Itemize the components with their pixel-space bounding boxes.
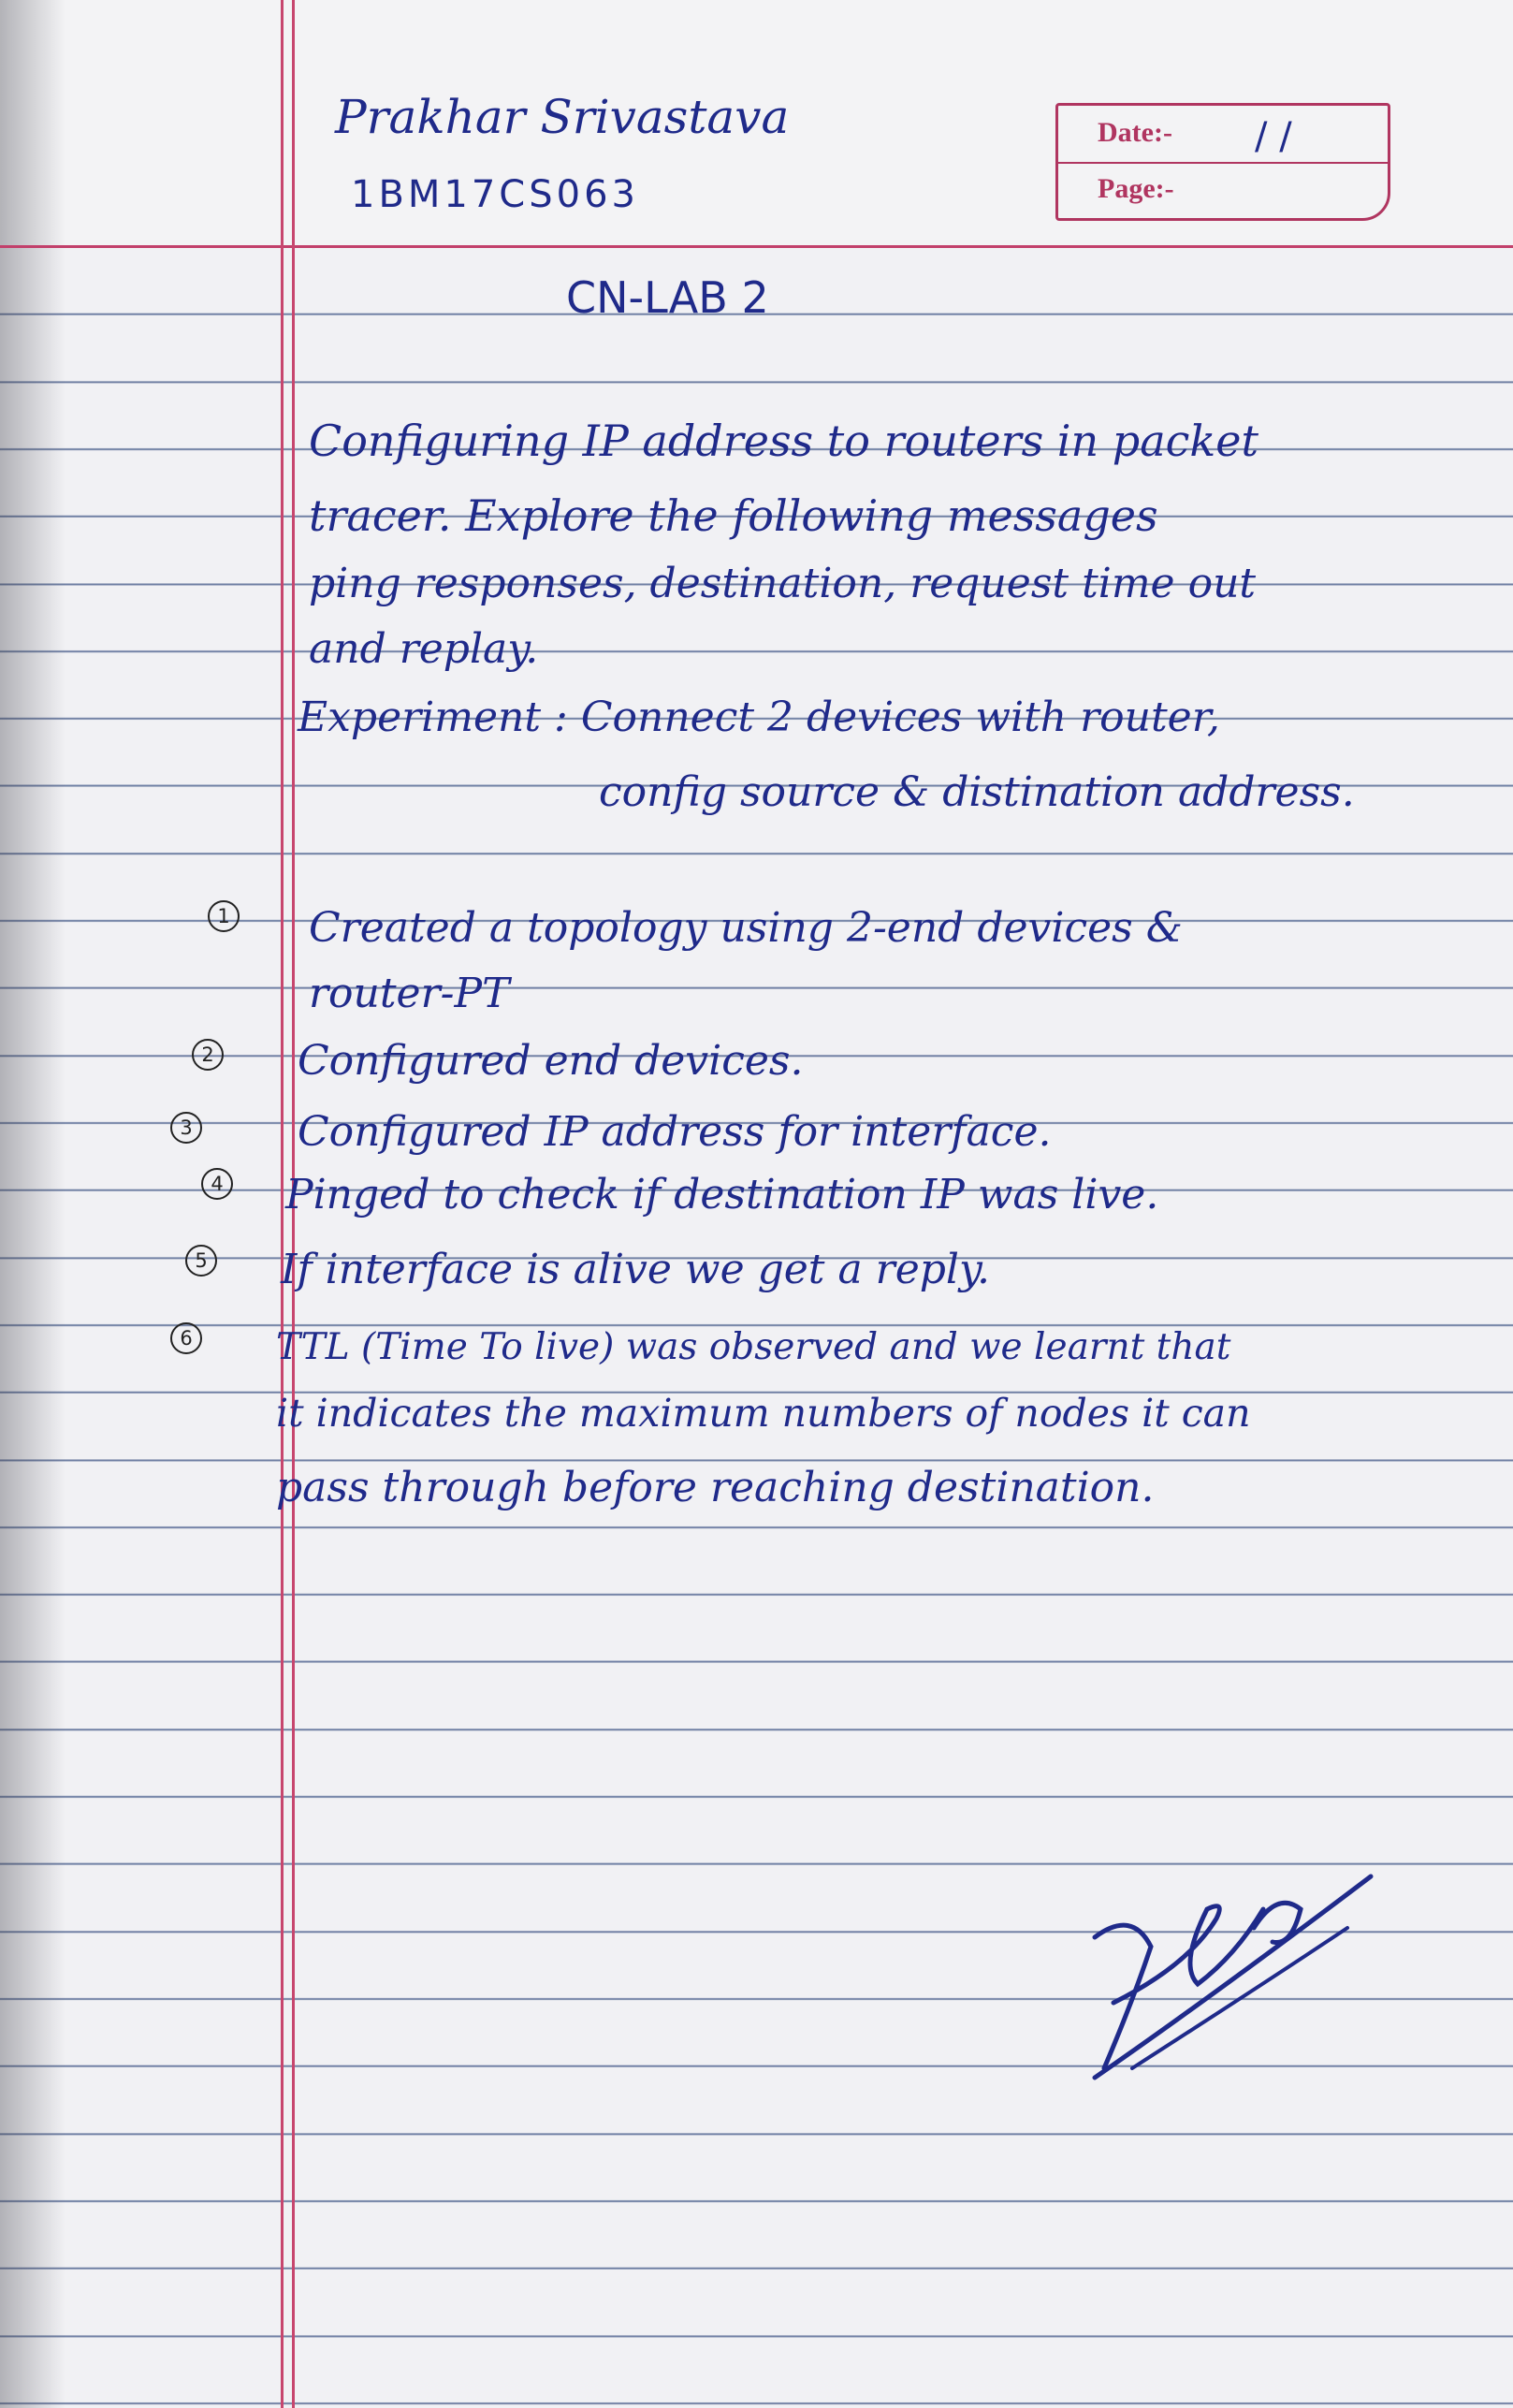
- aim-line: Configuring IP address to routers in packet: [309, 416, 1258, 466]
- experiment-line: Experiment : Connect 2 devices with router,: [298, 693, 1220, 741]
- step-text: router-PT: [309, 970, 510, 1017]
- header-rule: [0, 245, 1513, 248]
- step-text: it indicates the maximum numbers of nodes it can: [276, 1391, 1251, 1436]
- step-number: 1: [208, 900, 240, 932]
- experiment-line: config source & distination address.: [599, 768, 1355, 816]
- step-number: 6: [170, 1322, 202, 1354]
- step-number: 5: [185, 1245, 217, 1277]
- step-text: Configured IP address for interface.: [298, 1108, 1052, 1156]
- student-name: Prakhar Srivastava: [335, 90, 790, 144]
- aim-line: ping responses, destination, request time out: [309, 560, 1257, 607]
- step-number: 2: [192, 1039, 224, 1071]
- binding-shadow: [0, 0, 65, 2408]
- student-usn: 1BM17CS063: [351, 173, 639, 216]
- date-value: / /: [1255, 115, 1292, 158]
- step-text: Created a topology using 2-end devices &: [309, 904, 1183, 952]
- step-text: Configured end devices.: [298, 1037, 804, 1085]
- aim-line: tracer. Explore the following messages: [309, 490, 1158, 541]
- step-number: 4: [201, 1168, 233, 1200]
- page-label: Page:-: [1098, 173, 1174, 204]
- aim-line: and replay.: [309, 625, 539, 673]
- step-text: If interface is alive we get a reply.: [281, 1246, 990, 1293]
- step-text: Pinged to check if destination IP was live.: [285, 1171, 1159, 1219]
- date-page-box: [1055, 103, 1390, 221]
- step-text: pass through before reaching destination.: [276, 1464, 1155, 1511]
- page-title: CN-LAB 2: [566, 272, 769, 323]
- teacher-signature: [1076, 1853, 1385, 2096]
- date-box-divider: [1058, 162, 1388, 164]
- step-number: 3: [170, 1112, 202, 1144]
- margin-line: [281, 0, 284, 2408]
- step-text: TTL (Time To live) was observed and we learnt that: [276, 1326, 1231, 1368]
- date-label: Date:-: [1098, 117, 1172, 148]
